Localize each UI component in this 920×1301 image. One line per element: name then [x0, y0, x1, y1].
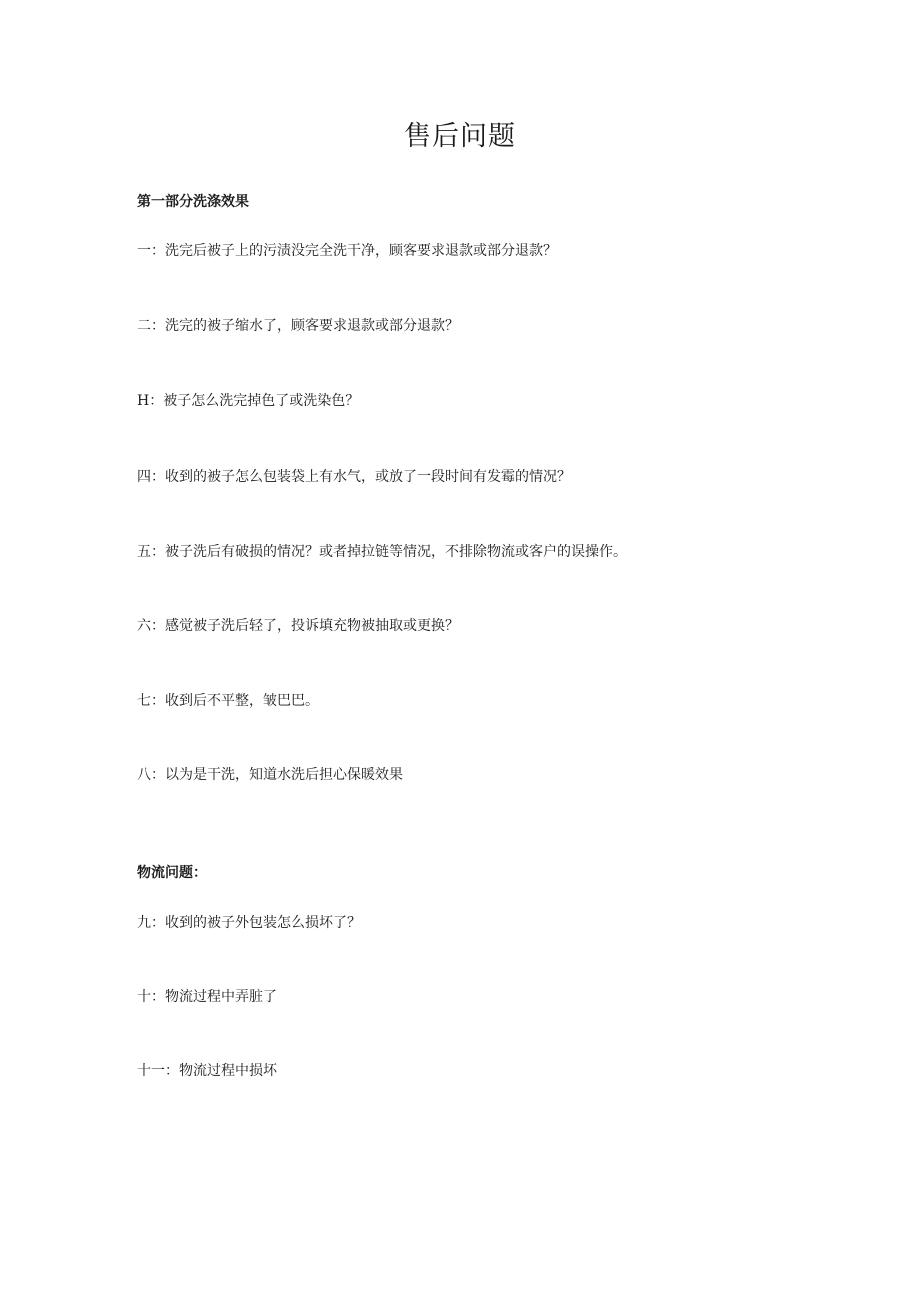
- item-number: H：: [137, 393, 164, 409]
- list-item: [137, 764, 403, 784]
- list-item: [137, 315, 459, 335]
- list-item: [137, 912, 361, 932]
- section-heading-washing: 第一部分洗涤效果: [137, 194, 249, 210]
- item-text: 物流过程中弄脏了: [165, 989, 277, 1005]
- page-title: 售后问题: [404, 121, 516, 152]
- item-number: 六：: [137, 618, 165, 634]
- item-number: 七：: [137, 693, 165, 709]
- item-number: 五：: [137, 544, 165, 560]
- item-number: 九：: [137, 915, 165, 931]
- item-number: 八：: [137, 767, 165, 783]
- item-text: 感觉被子洗后轻了，投诉填充物被抽取或更换？: [165, 618, 459, 634]
- item-text: 被子怎么洗完掉色了或洗染色？: [163, 393, 360, 409]
- item-text: 收到后不平整，皱巴巴。: [165, 693, 319, 709]
- item-number: 十一：: [137, 1063, 179, 1079]
- item-number: 四：: [137, 469, 165, 485]
- item-text: 洗完的被子缩水了，顾客要求退款或部分退款？: [165, 318, 459, 334]
- list-item: [137, 240, 557, 260]
- list-item: [137, 466, 571, 486]
- list-item: [137, 615, 459, 635]
- list-item: [137, 390, 359, 410]
- item-text: 以为是干洗，知道水洗后担心保暖效果: [165, 767, 403, 783]
- section-heading-logistics: 物流问题：: [137, 865, 207, 881]
- list-item: [137, 690, 319, 710]
- list-item: [137, 1060, 277, 1080]
- list-item: [137, 541, 627, 561]
- item-text: 收到的被子外包装怎么损坏了？: [165, 915, 361, 931]
- item-number: 一：: [137, 243, 165, 259]
- item-text: 被子洗后有破损的情况？或者掉拉链等情况，不排除物流或客户的误操作。: [165, 544, 627, 560]
- item-number: 十：: [137, 989, 165, 1005]
- item-text: 物流过程中损坏: [179, 1063, 277, 1079]
- item-text: 洗完后被子上的污渍没完全洗干净，顾客要求退款或部分退款？: [165, 243, 557, 259]
- list-item: [137, 986, 277, 1006]
- item-number: 二：: [137, 318, 165, 334]
- item-text: 收到的被子怎么包装袋上有水气，或放了一段时间有发霉的情况？: [165, 469, 571, 485]
